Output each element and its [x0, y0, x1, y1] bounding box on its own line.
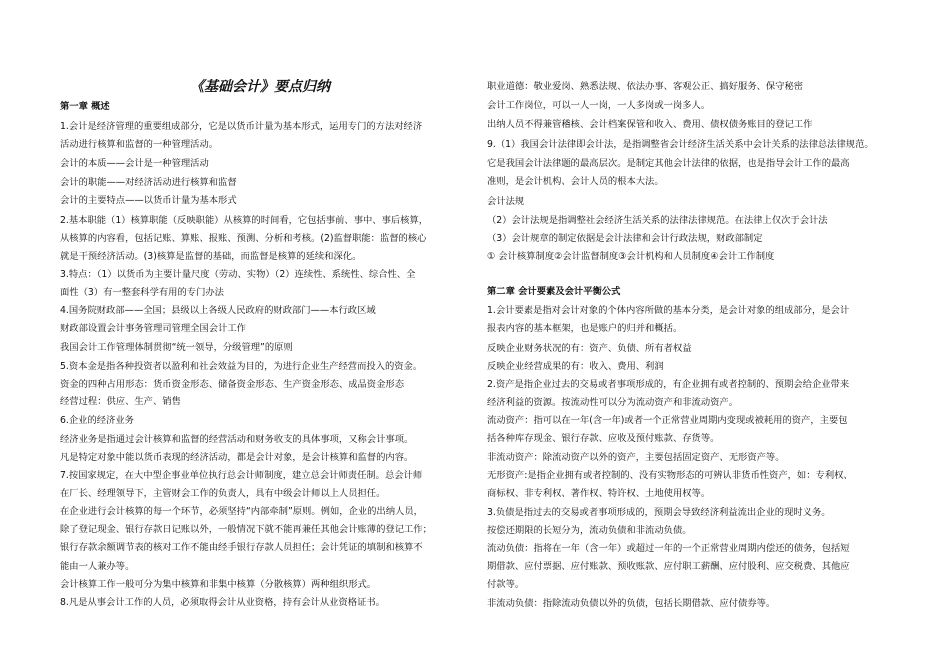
- left-text-line: 2.基本职能（1）核算职能（反映职能）从核算的时间看，它包括事前、事中、事后核算，: [60, 215, 429, 226]
- right-text-line: 会计工作岗位，可以一人一岗，一人多岗或一岗多人。: [487, 100, 711, 111]
- left-text-line: 经营过程：供应、生产、销售: [60, 396, 181, 407]
- right-text-line: 商标权、非专利权、著作权、特许权、土地使用权等。: [487, 488, 711, 499]
- right-text-line: 1.会计要素是指对会计对象的个体内容所做的基本分类，是会计对象的组成部分，是会计: [487, 305, 850, 316]
- left-text-line: 我国会计工作管理体制贯彻“统一领导，分级管理”的原则: [60, 342, 293, 353]
- right-text-line: 流动负债：指将在一年（含一年）或超过一年的一个正常营业周期内偿还的债务，包括短: [487, 543, 850, 554]
- right-text-line: 它是我国会计法律题的最高层次。是制定其他会计法律的依据，也是指导会计工作的最高: [487, 158, 850, 169]
- right-text-line: 括各种库存现金、银行存款、应收及预付账款、存货等。: [487, 433, 720, 444]
- right-heading: 第二章 会计要素及会计平衡公式: [487, 286, 621, 297]
- left-text-line: 在厂长、经理领导下，主管财会工作的负责人，具有中级会计师以上人员担任。: [60, 488, 386, 499]
- right-text-line: （3）会计规章的制定依据是会计法律和会计行政法规，财政部制定: [487, 233, 763, 244]
- left-text-line: 3.特点：（1）以货币为主要计量尺度（劳动、实物）（2）连续性、系统性、综合性、全: [60, 269, 416, 280]
- right-text-line: 2.资产是指企业过去的交易或者事项形成的，有企业拥有或者控制的、预期会给企业带来: [487, 379, 850, 390]
- left-text-line: 8.凡是从事会计工作的人员，必须取得会计从业资格，持有会计从业资格证书。: [60, 597, 385, 608]
- left-text-line: 财政部设置会计事务管理司管理全国会计工作: [60, 323, 246, 334]
- right-text-line: 经济利益的资源。按流动性可以分为流动资产和非流动资产。: [487, 397, 739, 408]
- left-text-line: 面性（3）有一整套科学有用的专门办法: [60, 287, 224, 298]
- left-text-line: 就是干预经济活动。(3)核算是监督的基础，而监督是核算的延续和深化。: [60, 251, 362, 262]
- right-text-line: 3.负债是指过去的交易或者事项形成的，预期会导致经济利益流出企业的现时义务。: [487, 507, 831, 518]
- right-text-line: 非流动资产：除流动资产以外的资产，主要包括固定资产、无形资产等。: [487, 452, 785, 463]
- left-text-line: 银行存款余额调节表的核对工作不能由经手银行存款人员担任；会计凭证的填制和核算不: [60, 542, 423, 553]
- left-text-line: 除了登记现金、银行存款日记账以外，一般情况下就不能再兼任其他会计账薄的登记工作；: [60, 524, 432, 535]
- right-text-line: 出纳人员不得兼管稽核、会计档案保管和收入、费用、债权债务账目的登记工作: [487, 119, 813, 130]
- left-text-line: 从核算的内容看，包括记账、算账、报账、预测、分析和考核。(2)监督职能：监督的核心: [60, 233, 427, 244]
- left-text-line: 1.会计是经济管理的重要组成部分，它是以货币计量为基本形式，运用专门的方法对经济: [60, 121, 423, 132]
- left-text-line: 会计的主要特点——以货币计量为基本形式: [60, 195, 237, 206]
- right-text-line: 职业道德：敬业爱岗、熟悉法规、依法办事、客观公正、搞好服务、保守秘密: [487, 81, 804, 92]
- right-text-line: 非流动负债：指除流动负债以外的负债，包括长期借款、应付债券等。: [487, 598, 776, 609]
- right-text-line: 无形资产:是指企业拥有或者控制的、没有实物形态的可辨认非货币性资产，如：专利权、: [487, 470, 853, 481]
- right-text-line: 报表内容的基本框架，也是账户的归并和概括。: [487, 323, 683, 334]
- left-text-line: 7.按国家规定，在大中型企事业单位执行总会计师制度，建立总会计师责任制。总会计师: [60, 470, 423, 481]
- left-text-line: 资金的四种占用形态：货币资金形态、储备资金形态、生产资金形态、成品资金形态: [60, 379, 404, 390]
- right-text-line: 期借款、应付票据、应付账款、预收账款、应付职工薪酬、应付股利、应交税费、其他应: [487, 561, 850, 572]
- right-text-line: ① 会计核算制度②会计监督制度③会计机构和人员制度④会计工作制度: [487, 251, 775, 262]
- left-text-line: 5.资本金是指各种投资者以盈利和社会效益为目的，为进行企业生产经营而投入的资金。: [60, 361, 423, 372]
- left-text-line: 活动进行核算和监督的一种管理活动。: [60, 139, 219, 150]
- left-text-line: 4.国务院财政部——全国；县级以上各级人民政府的财政部门——本行政区域: [60, 305, 376, 316]
- left-text-line: 会计核算工作一般可分为集中核算和非集中核算（分散核算）两种组织形式。: [60, 579, 377, 590]
- right-text-line: 付款等。: [487, 579, 525, 590]
- right-text-line: 按偿还期限的长短分为，流动负债和非流动负债。: [487, 525, 692, 536]
- right-text-line: 会计法规: [487, 196, 525, 207]
- left-text-line: 6.企业的经济业务: [60, 415, 134, 426]
- right-text-line: 反映企业经营成果的有：收入、费用、利润: [487, 361, 664, 372]
- left-heading: 第一章 概述: [60, 101, 110, 112]
- left-text-line: 在企业进行会计核算的每一个环节，必须坚持“内部牵制”原则。例如，企业的出纳人员，: [60, 506, 423, 517]
- left-text-line: 凡是特定对象中能以货币表现的经济活动，都是会计对象，是会计核算和监督的内容。: [60, 452, 414, 463]
- document-title: 《基础会计》要点归纳: [190, 79, 330, 95]
- right-text-line: （2）会计法规是指调整社会经济生活关系的法律法律规范。在法律上仅次于会计法: [487, 215, 828, 226]
- right-text-line: 准则，是会计机构、会计人员的根本大法。: [487, 176, 664, 187]
- left-text-line: 能由一人兼办等。: [60, 561, 135, 572]
- right-text-line: 流动资产：指可以在一年(含一年)或者一个正常营业周期内变现或被耗用的资产，主要包: [487, 415, 848, 426]
- right-text-line: 9.（1）我国会计法律即会计法，是指调整省会计经济生活关系中会计关系的法律总法律规范。: [487, 139, 874, 150]
- left-text-line: 会计的职能——对经济活动进行核算和监督: [60, 177, 237, 188]
- left-text-line: 经济业务是指通过会计核算和监督的经营活动和财务收支的具体事项，又称会计事项。: [60, 434, 414, 445]
- left-text-line: 会计的本质——会计是一种管理活动: [60, 158, 209, 169]
- right-text-line: 反映企业财务状况的有：资产、负债、所有者权益: [487, 343, 692, 354]
